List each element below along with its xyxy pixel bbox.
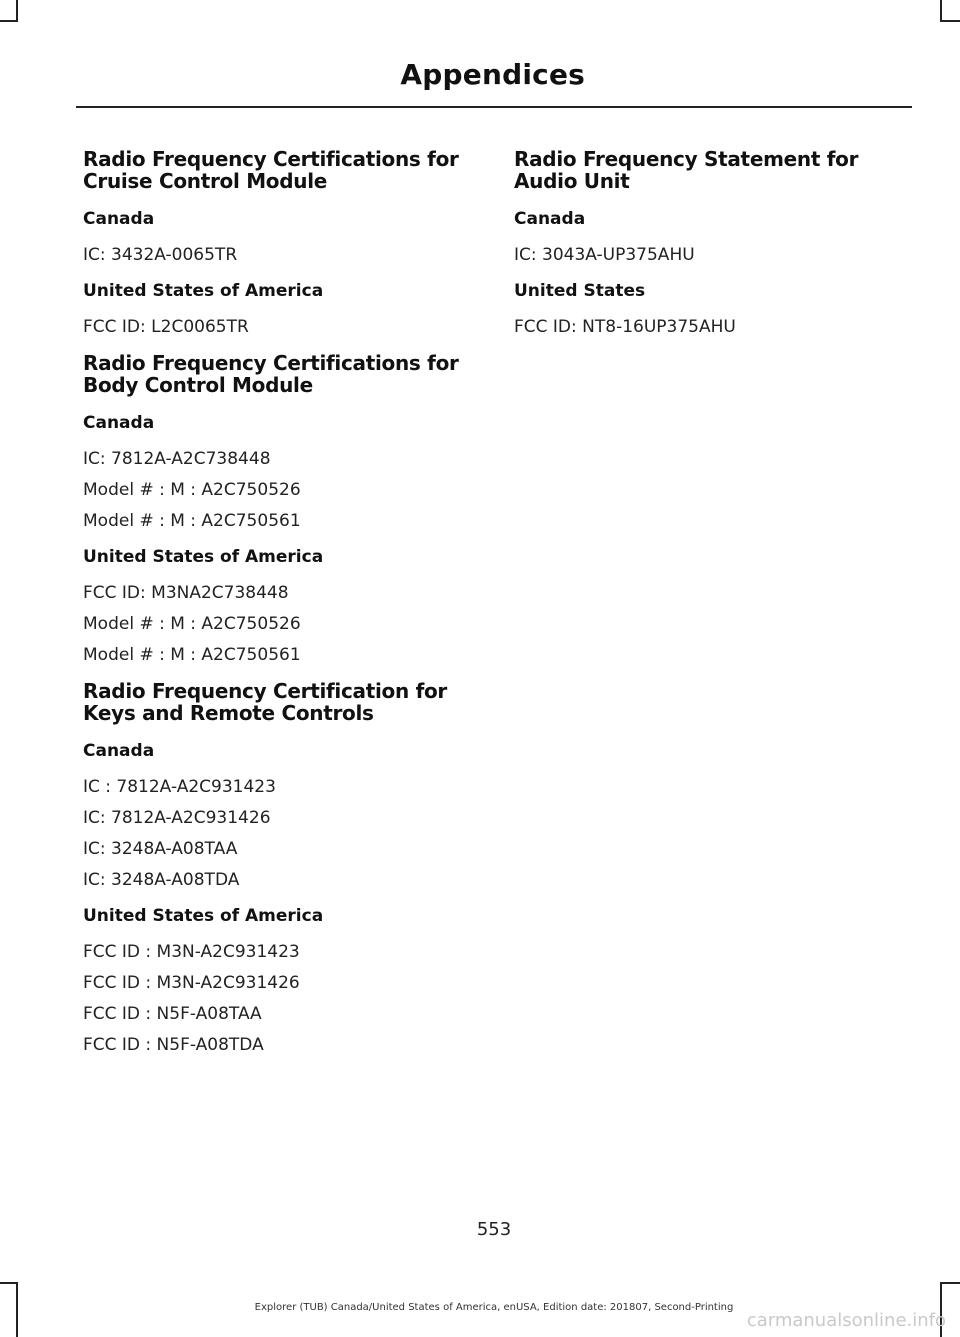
watermark: carmanualsonline.info (746, 1310, 946, 1331)
certification-line: IC: 3043A-UP375AHU (514, 245, 695, 265)
section-audio-unit (514, 148, 914, 338)
certification-line: IC: 3248A-A08TDA (83, 870, 240, 890)
certification-line: IC: 7812A-A2C931426 (83, 808, 271, 828)
certification-line: FCC ID : M3N-A2C931426 (83, 973, 300, 993)
certification-line: FCC ID : N5F-A08TDA (83, 1035, 264, 1055)
subheading-canada: Canada (83, 741, 155, 761)
crop-mark-top-left (0, 20, 18, 22)
crop-mark-bottom-left (0, 1282, 18, 1284)
subheading-canada: Canada (514, 209, 586, 229)
certification-line: FCC ID: L2C0065TR (83, 317, 249, 337)
certification-line: Model # : M : A2C750561 (83, 511, 301, 531)
section-heading: Radio Frequency Statement for Audio Unit (514, 147, 859, 193)
section-heading: Radio Frequency Certification for Keys and Remote Controls (83, 679, 447, 725)
crop-mark-bottom-right (940, 1282, 960, 1284)
certification-line: FCC ID : N5F-A08TAA (83, 1004, 262, 1024)
left-column (83, 148, 483, 1065)
subheading-usa: United States of America (83, 281, 324, 301)
section-heading: Radio Frequency Certifications for Cruise Control Module (83, 147, 459, 193)
right-column (514, 148, 914, 347)
certification-line: Model # : M : A2C750561 (83, 645, 301, 665)
subheading-canada: Canada (83, 413, 155, 433)
section-heading: Radio Frequency Certifications for Body Control Module (83, 351, 459, 397)
subheading-canada: Canada (83, 209, 155, 229)
crop-mark-top-right (940, 0, 942, 22)
edition-footer: Explorer (TUB) Canada/United States of America, enUSA, Edition date: 201807, Second-Printing (254, 1302, 734, 1313)
section-body-control (83, 352, 483, 666)
page-title: Appendices (400, 58, 585, 91)
certification-line: IC: 7812A-A2C738448 (83, 449, 271, 469)
page-number: 553 (476, 1219, 512, 1240)
certification-line: IC : 7812A-A2C931423 (83, 777, 276, 797)
certification-line: Model # : M : A2C750526 (83, 614, 301, 634)
subheading-usa: United States of America (83, 906, 324, 926)
subheading-usa: United States of America (83, 547, 324, 567)
crop-mark-top-left (16, 0, 18, 22)
certification-line: FCC ID : M3N-A2C931423 (83, 942, 300, 962)
certification-line: FCC ID: NT8-16UP375AHU (514, 317, 736, 337)
certification-line: Model # : M : A2C750526 (83, 480, 301, 500)
subheading-united-states: United States (514, 281, 646, 301)
section-cruise-control (83, 148, 483, 338)
crop-mark-top-right (940, 20, 960, 22)
certification-line: IC: 3432A-0065TR (83, 245, 238, 265)
section-keys-remote (83, 680, 483, 1056)
header-divider (76, 106, 912, 108)
certification-line: FCC ID: M3NA2C738448 (83, 583, 289, 603)
certification-line: IC: 3248A-A08TAA (83, 839, 238, 859)
